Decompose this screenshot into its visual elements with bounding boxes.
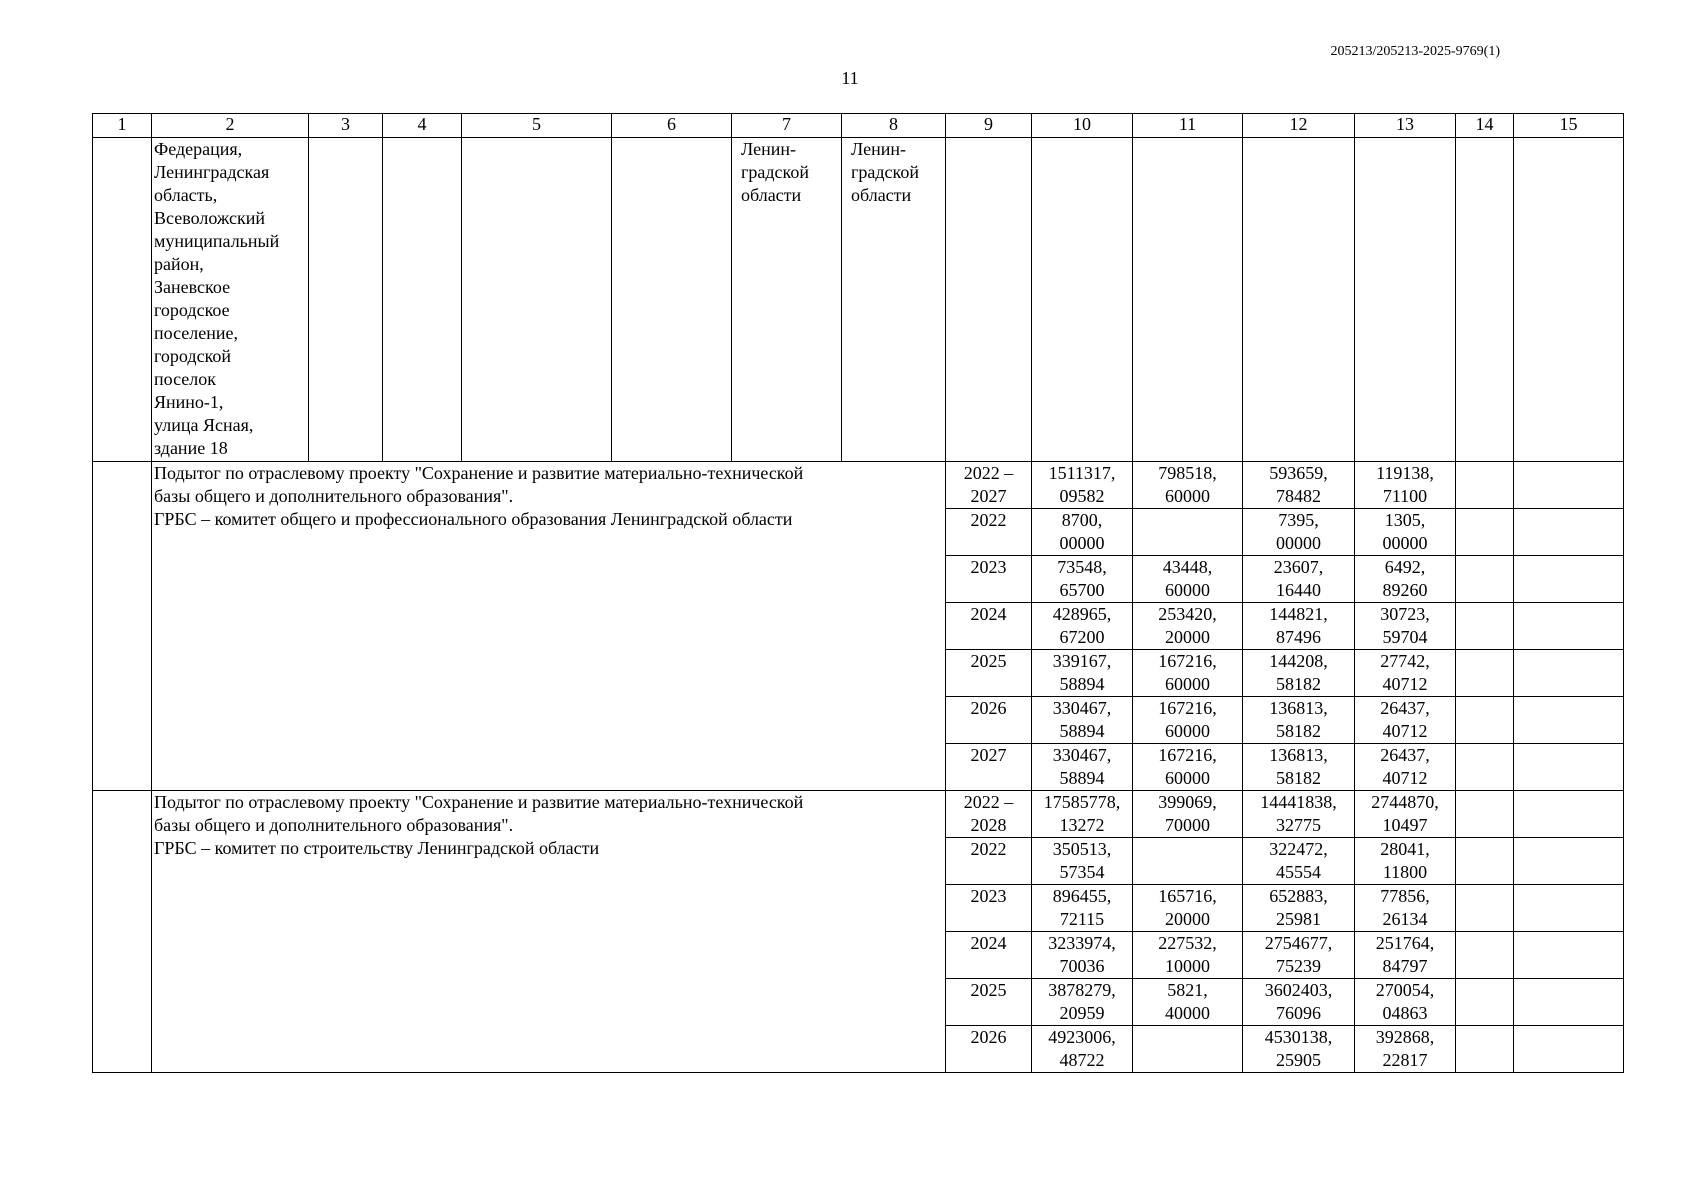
total-cell	[1032, 556, 1133, 603]
address-line: район,	[154, 254, 204, 274]
federal-budget-cell-part: 227532,	[1158, 933, 1217, 953]
address-row	[93, 138, 1624, 462]
period-cell-part: 2023	[970, 557, 1007, 577]
other-sources-cell	[1456, 697, 1514, 744]
subtotal-row	[93, 462, 1624, 509]
total-cell	[1032, 791, 1133, 838]
region-line: Ленин-	[741, 139, 796, 159]
regional-budget-cell-part: 25981	[1276, 909, 1321, 929]
region-line: Ленин-	[851, 139, 906, 159]
regional-budget-cell-part: 58182	[1276, 674, 1321, 694]
other-sources-cell	[1456, 650, 1514, 697]
regional-budget-cell	[1243, 885, 1355, 932]
regional-budget-cell-part: 136813,	[1269, 745, 1328, 765]
local-budget-cell-part: 59704	[1382, 627, 1428, 647]
period-cell	[946, 932, 1032, 979]
period-cell	[946, 462, 1032, 509]
note-cell	[1514, 509, 1624, 556]
total-cell-part: 1511317,	[1048, 463, 1116, 483]
total-cell-part: 4923006,	[1048, 1027, 1116, 1047]
total-cell-part: 330467,	[1052, 745, 1112, 765]
total-cell-part: 58894	[1059, 721, 1105, 741]
regional-budget-cell-part: 7395,	[1278, 510, 1319, 530]
col-header-2: 2	[152, 114, 309, 138]
col-header-12: 12	[1243, 114, 1355, 138]
local-budget-cell-part: 04863	[1382, 1003, 1428, 1023]
federal-budget-cell-part: 165716,	[1158, 886, 1217, 906]
local-budget-cell	[1355, 556, 1456, 603]
local-budget-cell	[1355, 462, 1456, 509]
period-cell-part: 2027	[970, 745, 1007, 765]
local-budget-cell	[1355, 650, 1456, 697]
federal-budget-cell	[1133, 838, 1243, 885]
col-header-3: 3	[309, 114, 383, 138]
col-header-10: 10	[1032, 114, 1133, 138]
local-budget-cell-part: 40712	[1382, 768, 1428, 788]
subtotal-label-line: ГРБС – комитет общего и профессионального образования Ленинградской области	[154, 509, 793, 529]
regional-budget-cell	[1243, 462, 1355, 509]
local-budget-cell-part: 10497	[1382, 815, 1428, 835]
federal-budget-cell-part: 10000	[1165, 956, 1210, 976]
federal-budget-cell-part: 399069,	[1158, 792, 1217, 812]
owner-region-cell	[842, 138, 946, 462]
total-cell	[1032, 838, 1133, 885]
regional-budget-cell-part: 652883,	[1269, 886, 1328, 906]
local-budget-cell-part: 84797	[1382, 956, 1428, 976]
federal-budget-cell-part: 60000	[1165, 768, 1210, 788]
period-cell-part: 2027	[970, 486, 1007, 506]
local-budget-cell-part: 251764,	[1375, 933, 1435, 953]
regional-budget-cell-part: 144821,	[1269, 604, 1328, 624]
regional-budget-cell-part: 16440	[1276, 580, 1321, 600]
address-col-3	[309, 138, 383, 462]
period-cell-part: 2024	[970, 604, 1007, 624]
note-cell	[1514, 697, 1624, 744]
address-line: Всеволожский	[154, 208, 265, 228]
customer-region-cell	[732, 138, 842, 462]
federal-budget-cell-part: 43448,	[1162, 557, 1213, 577]
region-line: градской	[741, 162, 809, 182]
local-budget-cell-part: 40712	[1382, 721, 1428, 741]
total-cell-part: 73548,	[1057, 557, 1107, 577]
federal-budget-cell-part: 70000	[1165, 815, 1210, 835]
total-cell-part: 350513,	[1052, 839, 1112, 859]
total-cell-part: 428965,	[1052, 604, 1112, 624]
address-line: городское	[154, 300, 230, 320]
regional-budget-cell-part: 78482	[1276, 486, 1321, 506]
local-budget-cell-part: 30723,	[1380, 604, 1430, 624]
period-cell	[946, 603, 1032, 650]
total-cell	[1032, 885, 1133, 932]
note-cell	[1514, 838, 1624, 885]
regional-budget-cell	[1243, 744, 1355, 791]
period-cell	[946, 697, 1032, 744]
period-cell	[946, 1026, 1032, 1073]
regional-budget-cell	[1243, 932, 1355, 979]
address-col-15	[1514, 138, 1624, 462]
total-cell	[1032, 932, 1133, 979]
total-cell	[1032, 509, 1133, 556]
regional-budget-cell-part: 58182	[1276, 768, 1321, 788]
local-budget-cell	[1355, 885, 1456, 932]
total-cell	[1032, 603, 1133, 650]
regional-budget-cell-part: 144208,	[1269, 651, 1328, 671]
regional-budget-cell	[1243, 979, 1355, 1026]
local-budget-cell-part: 40712	[1382, 674, 1428, 694]
local-budget-cell-part: 00000	[1382, 533, 1428, 553]
total-cell-part: 00000	[1059, 533, 1105, 553]
regional-budget-cell	[1243, 556, 1355, 603]
federal-budget-cell	[1133, 697, 1243, 744]
address-col-14	[1456, 138, 1514, 462]
regional-budget-cell-part: 87496	[1276, 627, 1321, 647]
column-number-row	[93, 114, 1624, 138]
local-budget-cell-part: 77856,	[1380, 886, 1430, 906]
federal-budget-cell	[1133, 509, 1243, 556]
federal-budget-cell	[1133, 462, 1243, 509]
local-budget-cell-part: 27742,	[1380, 651, 1430, 671]
regional-budget-cell-part: 00000	[1276, 533, 1321, 553]
total-cell-part: 17585778,	[1043, 792, 1121, 812]
address-line: муниципальный	[154, 231, 280, 251]
local-budget-cell-part: 119138,	[1376, 463, 1434, 483]
address-line: поселение,	[154, 323, 239, 343]
note-cell	[1514, 1026, 1624, 1073]
regional-budget-cell-part: 322472,	[1269, 839, 1328, 859]
note-cell	[1514, 650, 1624, 697]
federal-budget-cell-part: 60000	[1165, 721, 1210, 741]
federal-budget-cell-part: 40000	[1165, 1003, 1210, 1023]
federal-budget-cell	[1133, 744, 1243, 791]
address-line: область,	[154, 185, 218, 205]
other-sources-cell	[1456, 838, 1514, 885]
col-header-4: 4	[383, 114, 462, 138]
address-line: Янино-1,	[154, 392, 224, 412]
address-line: городской	[154, 346, 232, 366]
period-cell-part: 2022 –	[963, 463, 1014, 483]
total-cell-part: 09582	[1059, 486, 1105, 506]
period-cell	[946, 885, 1032, 932]
note-cell	[1514, 932, 1624, 979]
period-cell-part: 2028	[970, 815, 1007, 835]
local-budget-cell	[1355, 697, 1456, 744]
subtotal-label-line: Подытог по отраслевому проекту "Сохранение и развитие материально-технической	[154, 463, 804, 483]
other-sources-cell	[1456, 791, 1514, 838]
address-col-9	[946, 138, 1032, 462]
address-cell	[152, 138, 309, 462]
address-col-6	[612, 138, 732, 462]
address-col-11	[1133, 138, 1243, 462]
other-sources-cell	[1456, 885, 1514, 932]
subtotal-label-line: базы общего и дополнительного образования".	[154, 486, 514, 506]
total-cell-part: 70036	[1059, 956, 1105, 976]
local-budget-cell-part: 26437,	[1380, 745, 1430, 765]
total-cell-part: 20959	[1059, 1003, 1105, 1023]
total-cell	[1032, 462, 1133, 509]
note-cell	[1514, 744, 1624, 791]
federal-budget-cell-part: 167216,	[1158, 745, 1217, 765]
other-sources-cell	[1456, 556, 1514, 603]
other-sources-cell	[1456, 932, 1514, 979]
local-budget-cell-part: 26437,	[1380, 698, 1430, 718]
note-cell	[1514, 556, 1624, 603]
period-cell-part: 2023	[970, 886, 1007, 906]
total-cell-part: 13272	[1059, 815, 1105, 835]
local-budget-cell-part: 89260	[1382, 580, 1428, 600]
period-cell-part: 2026	[970, 1027, 1007, 1047]
regional-budget-cell-part: 23607,	[1273, 557, 1324, 577]
regional-budget-cell-part: 25905	[1276, 1050, 1321, 1070]
subtotal-label-line: ГРБС – комитет по строительству Ленинградской области	[154, 838, 600, 858]
federal-budget-cell-part: 20000	[1165, 627, 1210, 647]
address-col-10	[1032, 138, 1133, 462]
federal-budget-cell	[1133, 979, 1243, 1026]
period-cell	[946, 509, 1032, 556]
budget-table	[92, 113, 1624, 1073]
address-col-5	[462, 138, 612, 462]
col-header-1: 1	[93, 114, 152, 138]
period-cell-part: 2026	[970, 698, 1007, 718]
other-sources-cell	[1456, 1026, 1514, 1073]
local-budget-cell	[1355, 932, 1456, 979]
address-line: здание 18	[154, 438, 228, 458]
total-cell-part: 330467,	[1052, 698, 1112, 718]
regional-budget-cell	[1243, 509, 1355, 556]
federal-budget-cell	[1133, 556, 1243, 603]
local-budget-cell-part: 71100	[1382, 486, 1428, 506]
local-budget-cell	[1355, 979, 1456, 1026]
local-budget-cell	[1355, 744, 1456, 791]
regional-budget-cell-part: 2754677,	[1264, 933, 1333, 953]
address-col-12	[1243, 138, 1355, 462]
note-cell	[1514, 462, 1624, 509]
regional-budget-cell	[1243, 1026, 1355, 1073]
federal-budget-cell	[1133, 650, 1243, 697]
total-cell-part: 8700,	[1061, 510, 1103, 530]
period-cell-part: 2025	[970, 651, 1007, 671]
note-cell	[1514, 791, 1624, 838]
local-budget-cell	[1355, 1026, 1456, 1073]
federal-budget-cell-part: 253420,	[1158, 604, 1217, 624]
col-header-8: 8	[842, 114, 946, 138]
subtotal-label-line: базы общего и дополнительного образования".	[154, 815, 514, 835]
total-cell	[1032, 744, 1133, 791]
regional-budget-cell-part: 45554	[1276, 862, 1321, 882]
total-cell	[1032, 979, 1133, 1026]
address-line: Федерация,	[154, 139, 243, 159]
local-budget-cell-part: 26134	[1382, 909, 1428, 929]
total-cell	[1032, 697, 1133, 744]
period-cell	[946, 744, 1032, 791]
total-cell-part: 58894	[1059, 674, 1105, 694]
federal-budget-cell	[1133, 1026, 1243, 1073]
local-budget-cell-part: 1305,	[1384, 510, 1426, 530]
federal-budget-cell	[1133, 791, 1243, 838]
other-sources-cell	[1456, 462, 1514, 509]
col-header-5: 5	[462, 114, 612, 138]
col-header-11: 11	[1133, 114, 1243, 138]
region-line: градской	[851, 162, 919, 182]
total-cell-part: 67200	[1059, 627, 1105, 647]
local-budget-cell	[1355, 509, 1456, 556]
address-line: улица Ясная,	[154, 415, 254, 435]
federal-budget-cell-part: 167216,	[1158, 698, 1217, 718]
total-cell-part: 65700	[1059, 580, 1105, 600]
regional-budget-cell	[1243, 791, 1355, 838]
total-cell-part: 58894	[1059, 768, 1105, 788]
other-sources-cell	[1456, 603, 1514, 650]
regional-budget-cell	[1243, 650, 1355, 697]
region-line: области	[851, 185, 912, 205]
federal-budget-cell-part: 20000	[1165, 909, 1210, 929]
federal-budget-cell-part: 798518,	[1158, 463, 1217, 483]
total-cell-part: 3233974,	[1048, 933, 1116, 953]
federal-budget-cell-part: 60000	[1165, 674, 1210, 694]
regional-budget-cell-part: 58182	[1276, 721, 1321, 741]
regional-budget-cell	[1243, 838, 1355, 885]
federal-budget-cell-part: 167216,	[1158, 651, 1217, 671]
subtotal-col-1	[93, 462, 152, 791]
federal-budget-cell	[1133, 603, 1243, 650]
col-header-6: 6	[612, 114, 732, 138]
subtotal-col-1	[93, 791, 152, 1073]
region-line: области	[741, 185, 802, 205]
period-cell-part: 2022	[970, 510, 1007, 530]
regional-budget-cell-part: 136813,	[1269, 698, 1328, 718]
regional-budget-cell-part: 32775	[1276, 815, 1321, 835]
period-cell	[946, 791, 1032, 838]
regional-budget-cell-part: 4530138,	[1264, 1027, 1333, 1047]
subtotal-label	[152, 791, 946, 1073]
local-budget-cell	[1355, 838, 1456, 885]
address-col-1	[93, 138, 152, 462]
other-sources-cell	[1456, 509, 1514, 556]
regional-budget-cell-part: 14441838,	[1260, 792, 1337, 812]
total-cell	[1032, 1026, 1133, 1073]
col-header-15: 15	[1514, 114, 1624, 138]
subtotal-label	[152, 462, 946, 791]
regional-budget-cell-part: 593659,	[1269, 463, 1328, 483]
period-cell	[946, 838, 1032, 885]
address-line: Ленинградская	[154, 162, 270, 182]
subtotal-label-line: Подытог по отраслевому проекту "Сохранение и развитие материально-технической	[154, 792, 804, 812]
federal-budget-cell-part: 60000	[1165, 580, 1210, 600]
col-header-13: 13	[1355, 114, 1456, 138]
note-cell	[1514, 979, 1624, 1026]
address-col-4	[383, 138, 462, 462]
total-cell	[1032, 650, 1133, 697]
note-cell	[1514, 603, 1624, 650]
total-cell-part: 57354	[1059, 862, 1105, 882]
total-cell-part: 72115	[1059, 909, 1105, 929]
address-line: Заневское	[154, 277, 231, 297]
address-col-13	[1355, 138, 1456, 462]
local-budget-cell	[1355, 791, 1456, 838]
local-budget-cell-part: 11800	[1382, 862, 1428, 882]
local-budget-cell-part: 2744870,	[1371, 792, 1439, 812]
local-budget-cell-part: 392868,	[1375, 1027, 1435, 1047]
federal-budget-cell-part: 60000	[1165, 486, 1210, 506]
regional-budget-cell-part: 3602403,	[1264, 980, 1333, 1000]
col-header-9: 9	[946, 114, 1032, 138]
period-cell-part: 2022	[970, 839, 1007, 859]
page-number: 11	[841, 68, 859, 88]
col-header-14: 14	[1456, 114, 1514, 138]
regional-budget-cell-part: 75239	[1276, 956, 1321, 976]
local-budget-cell	[1355, 603, 1456, 650]
total-cell-part: 3878279,	[1048, 980, 1116, 1000]
col-header-7: 7	[732, 114, 842, 138]
regional-budget-cell	[1243, 603, 1355, 650]
local-budget-cell-part: 22817	[1382, 1050, 1428, 1070]
other-sources-cell	[1456, 744, 1514, 791]
note-cell	[1514, 885, 1624, 932]
other-sources-cell	[1456, 979, 1514, 1026]
period-cell-part: 2025	[970, 980, 1007, 1000]
federal-budget-cell-part: 5821,	[1167, 980, 1208, 1000]
local-budget-cell-part: 28041,	[1380, 839, 1430, 859]
period-cell-part: 2022 –	[963, 792, 1014, 812]
period-cell	[946, 979, 1032, 1026]
local-budget-cell-part: 6492,	[1384, 557, 1426, 577]
regional-budget-cell-part: 76096	[1276, 1003, 1321, 1023]
total-cell-part: 339167,	[1052, 651, 1112, 671]
period-cell	[946, 650, 1032, 697]
federal-budget-cell	[1133, 932, 1243, 979]
total-cell-part: 896455,	[1052, 886, 1112, 906]
total-cell-part: 48722	[1059, 1050, 1105, 1070]
subtotal-row	[93, 791, 1624, 838]
document-id: 205213/205213-2025-9769(1)	[1330, 44, 1500, 59]
period-cell-part: 2024	[970, 933, 1007, 953]
address-line: поселок	[154, 369, 217, 389]
regional-budget-cell	[1243, 697, 1355, 744]
local-budget-cell-part: 270054,	[1375, 980, 1435, 1000]
federal-budget-cell	[1133, 885, 1243, 932]
period-cell	[946, 556, 1032, 603]
